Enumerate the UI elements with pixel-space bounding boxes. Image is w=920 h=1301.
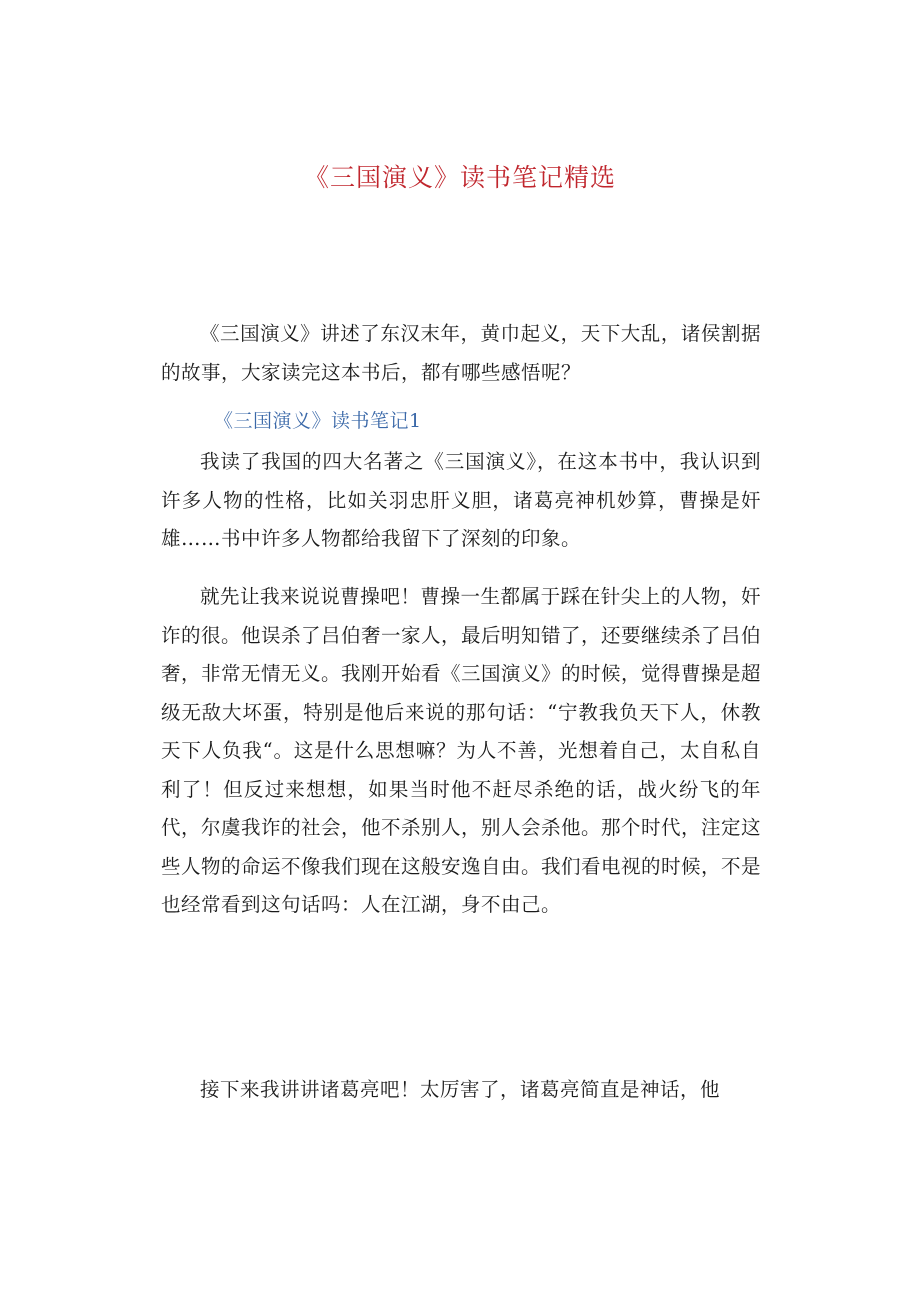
body-paragraph: 就先让我来说说曹操吧！曹操一生都属于踩在针尖上的人物，奸诈的很。他误杀了吕伯奢一家人，最后明知错了，还要继续杀了吕伯奢，非常无情无义。我刚开始看《三国演义》的时候，觉得曹操是超级无敌大坏蛋，特别是他后来说的那句话：“宁教我负天下人，休教天下人负我“。这是什么思想嘛？为人不善，光想着自己，太自私自利了！但反过来想想，如果当时他不赶尽杀绝的话，战火纷飞的年代，尔虞我诈的社会，他不杀别人，别人会杀他。那个时代，注定这些人物的命运不像我们现在这般安逸自由。我们看电视的时候，不是也经常看到这句话吗：人在江湖，身不由己。: [161, 585, 762, 916]
intro-block: [161, 315, 761, 392]
body-paragraph: 我读了我国的四大名著之《三国演义》，在这本书中，我认识到许多人物的性格，比如关羽忠肝义胆，诸葛亮神机妙算，曹操是奸雄……书中许多人物都给我留下了深刻的印象。: [161, 450, 761, 550]
body-paragraph: 接下来我讲讲诸葛亮吧！太厉害了，诸葛亮简直是神话，他: [200, 1078, 721, 1101]
paragraph-block-3: [161, 1071, 761, 1110]
paragraph-block-2: [161, 578, 761, 925]
section-heading: 《三国演义》读书笔记1: [214, 410, 422, 432]
document-title: 《三国演义》读书笔记精选: [303, 163, 616, 192]
paragraph-block-1: [161, 443, 761, 559]
intro-paragraph: 《三国演义》讲述了东汉末年，黄巾起义，天下大乱，诸侯割据的故事，大家读完这本书后，都有哪些感悟呢？: [161, 322, 761, 384]
